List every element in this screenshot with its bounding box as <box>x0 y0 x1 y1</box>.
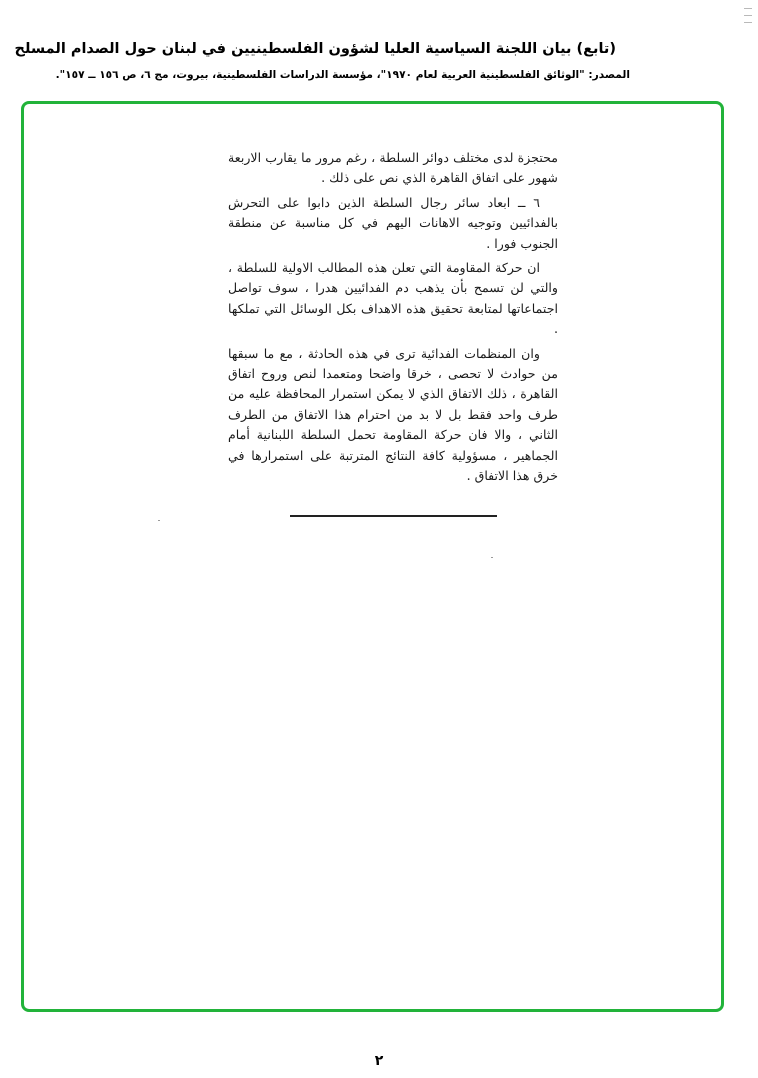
document-title: (تابع) بيان اللجنة السياسية العليا لشؤون الفلسطينيين في لبنان حول الصدام المسلح <box>14 41 616 57</box>
scan-speck <box>491 557 493 558</box>
body-paragraph: ان حركة المقاومة التي تعلن هذه المطالب الاولية للسلطة ، والتي لن تسمح بأن يذهب دم الفدائيين هدرا ، سوف تواصل اجتماعاتها لمتابعة تحقيق هذه الاهداف بكل الوسائل التي تملكها . <box>228 260 558 337</box>
body-paragraph: وان المنظمات الفدائية ترى في هذه الحادثة ، مع ما سبقها من حوادث لا تحصى ، خرقا واضحا ومتعمدا لنص وروح اتفاق القاهرة ، ذلك الاتفاق الذي لا يمكن استمرار المحافظة عليه من طرف واحد فقط بل لا بد من احترام هذا الاتفاق من الطرف الثاني ، والا فان حركة المقاومة تحمل السلطة اللبنانية أمام الجماهير ، مسؤولية كافة النتائج المترتبة على استمرارها في خرق هذا الاتفاق . <box>228 345 558 484</box>
page-number: ٢ <box>374 1053 384 1069</box>
document-body <box>228 148 558 491</box>
document-source-citation: المصدر: "الوثائق الفلسطينية العربية لعام ١٩٧٠"، مؤسسة الدراسات الفلسطينية، بيروت، مج ٦، ص ١٥٦ ــ ١٥٧". <box>55 69 630 81</box>
margin-ticks <box>744 8 754 29</box>
margin-tick <box>744 8 752 9</box>
body-paragraph: ٦ ــ ابعاد سائر رجال السلطة الذين دابوا على التحرش بالفدائيين وتوجيه الاهانات اليهم في كل مناسبة عن منطقة الجنوب فورا . <box>228 194 558 251</box>
margin-tick <box>744 15 752 16</box>
end-separator-line <box>290 515 497 517</box>
margin-tick <box>744 22 752 23</box>
body-paragraph: محتجزة لدى مختلف دوائر السلطة ، رغم مرور ما يقارب الاربعة شهور على اتفاق القاهرة الذي نص على ذلك . <box>228 150 558 186</box>
scan-speck <box>158 520 160 521</box>
